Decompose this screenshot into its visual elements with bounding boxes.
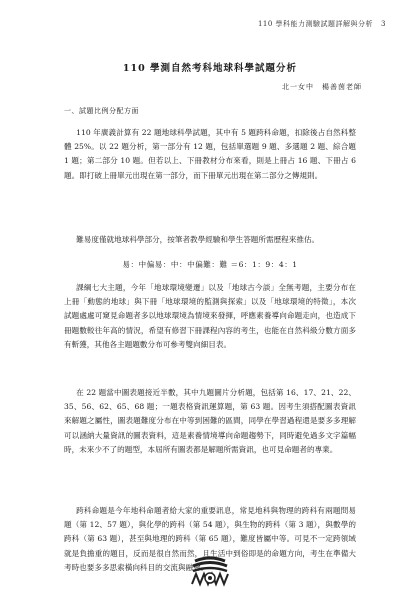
running-title: 110 學科能力測驗試題詳解與分析 [257, 20, 374, 28]
section-heading: 一、試題比例分配方面 [64, 107, 139, 115]
paragraph-cross-subject: 跨科命題是今年地科命題者給大家的重要訊息，常見地科與物理的跨科有兩題問易題（第 12、57 題），與化學的跨科（第 54 題），與生物的跨科（第 3 題），與數學的跨科（第 63 題），甚至與地理的跨科（第 65 題），難度皆屬中等。可見不一定跨領域就是負擔重的題目，反而是很自然而然，且生活中到俗即是的命題方向，考生在準備大考時也要多多思索橫向科目的交流與融會。 [64, 506, 356, 572]
author-line: 北一女中 楊善茵老師 [282, 83, 362, 91]
running-header [258, 19, 386, 29]
difficulty-ratio: 易：中偏易：中：中偏難：難 ＝6：1：9：4：1 [122, 260, 298, 269]
publisher-logo-icon [189, 555, 231, 589]
paragraph-difficulty-intro: 難易度僅就地球科學部分，按筆者教學經驗和學生答題所需歷程來推估。 [76, 235, 320, 244]
paragraph-curriculum-topics: 課綱七大主題，今年「地球環境變遷」以及「地球古今談」全無考題，主要分布在上冊「動態的地球」與下冊「地球環境的監測與探索」以及「地球環境的特徵」，本次試題處處可窺見命題者多以地球環境為情境來發揮，呼應素養導向命題走向，也造成下冊題數較往年高的情況，希望有修習下冊課程內容的考生，也能在自然科級分數方面多有斬獲，其他各主題題數分布可參考雙向細目表。 [64, 283, 356, 349]
page-number: 3 [381, 20, 386, 28]
article-title: 110 學測自然考科地球科學試題分析 [122, 63, 298, 74]
paragraph-chart-questions: 在 22 題當中圖表題接近半數，其中九題圖片分析題，包括第 16、17、21、22、35、56、62、65、68 題；一題表格資訊運算題，第 63 題。因考生須搭配圖表資訊來解題之屬性，圖表題難度分布在中等到困難的區間，同學在學習過程還是要多多理解可以涵納大量資訊的圖表資料，這是素養情境導向命題趨勢下，同時避免過多文字篇幅時，未來少不了的題型，本屆所有圖表都是解題所需資訊，也可見命題者的專業。 [64, 388, 356, 454]
paragraph-question-distribution: 110 年廣義計算有 22 題地球科學試題，其中有 5 題跨科命題，扣除後占自然科整體 25%。以 22 題分析，第一部分有 12 題，包括單選題 9 題、多選題 2 題、綜合題 1 題；第二部分 10 題。但若以上、下冊教材分布來看，則是上冊占 16 題、下冊占 6 題。即打破上冊單元出現在第一部分，而下冊單元出現在第二部分之傳規則。 [64, 128, 356, 180]
